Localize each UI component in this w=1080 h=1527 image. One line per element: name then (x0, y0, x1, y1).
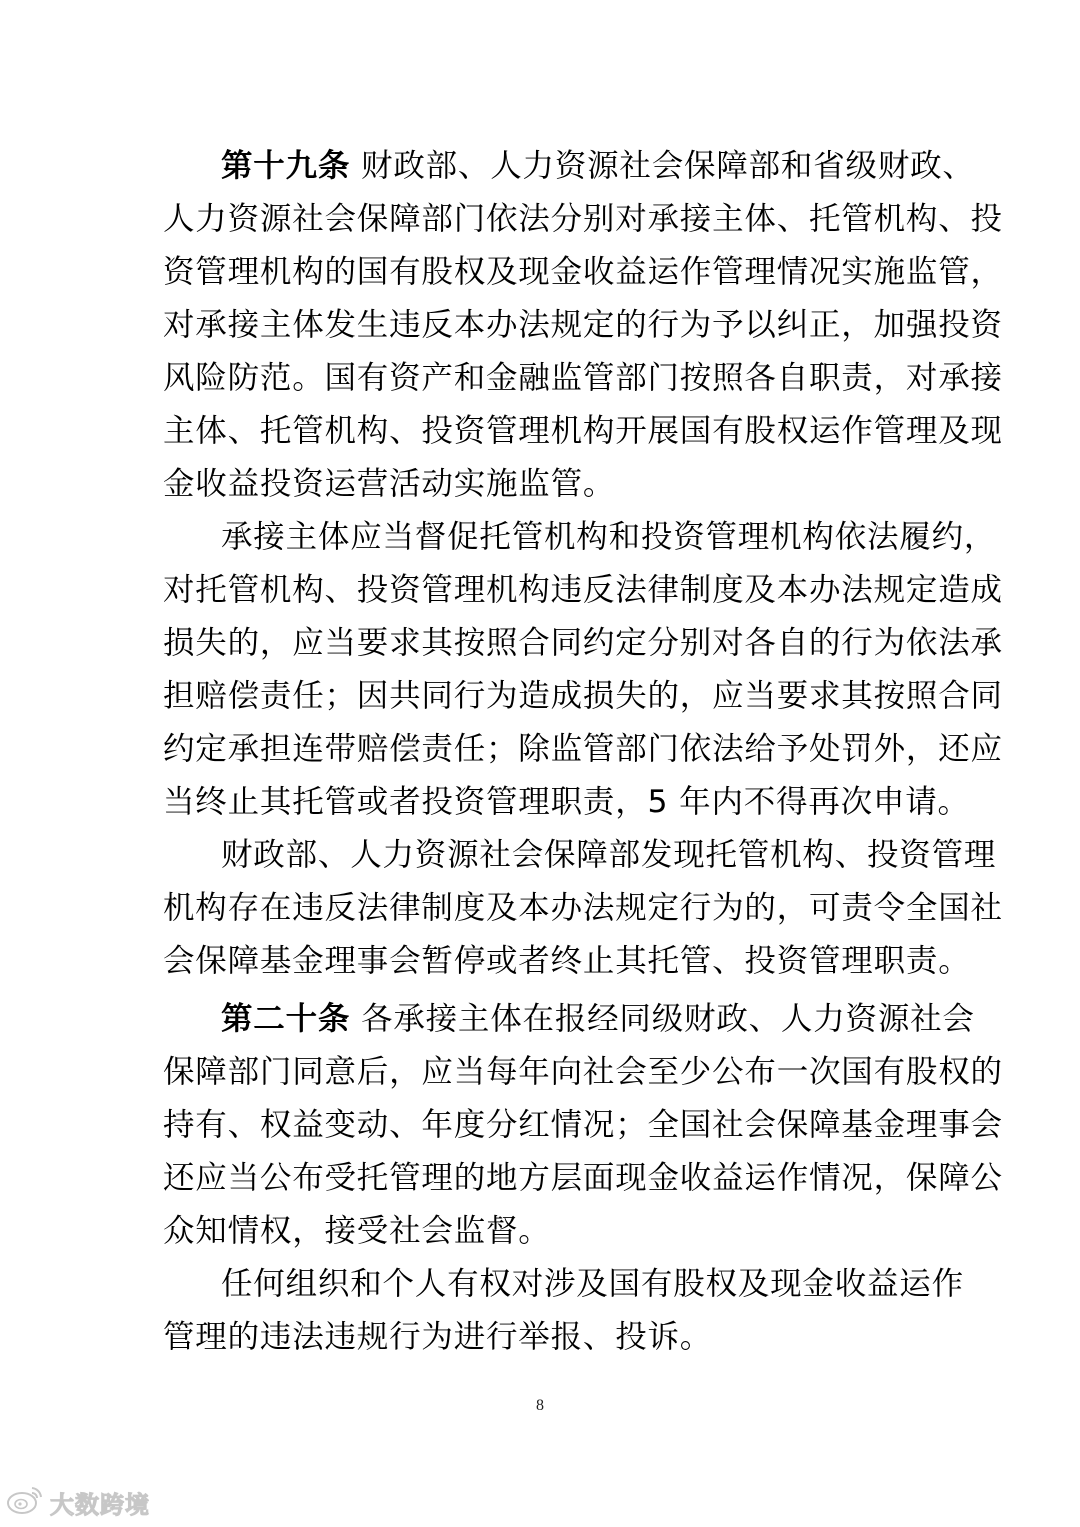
article-heading: 第十九条 (221, 148, 351, 184)
text-line: 任何组织和个人有权对涉及国有股权及现金收益运作 (221, 1266, 964, 1302)
text-line: 管理的违法违规行为进行举报、投诉。 (163, 1319, 713, 1355)
text-line (221, 139, 975, 193)
text-line: 机构存在违反法律制度及本办法规定行为的，可责令全国社 (163, 890, 1003, 926)
watermark (6, 1482, 150, 1522)
text-line: 金收益投资运营活动实施监管。 (163, 466, 616, 502)
line-text: 各承接主体在报经同级财政、人力资源社会 (350, 1001, 975, 1037)
text-line: 主体、托管机构、投资管理机构开展国有股权运作管理及现 (163, 413, 1003, 449)
page-number: 8 (536, 1397, 544, 1414)
text-line (221, 992, 975, 1046)
text-line: 众知情权，接受社会监督。 (163, 1213, 551, 1249)
text-line: 对承接主体发生违反本办法规定的行为予以纠正，加强投资 (163, 307, 1003, 343)
text-line: 风险防范。国有资产和金融监管部门按照各自职责，对承接 (163, 360, 1003, 396)
text-line: 约定承担连带赔偿责任；除监管部门依法给予处罚外，还应 (163, 731, 1003, 767)
text-line: 人力资源社会保障部门依法分别对承接主体、托管机构、投 (163, 201, 1003, 237)
text-line: 资管理机构的国有股权及现金收益运作管理情况实施监管， (163, 254, 1003, 290)
text-line: 承接主体应当督促托管机构和投资管理机构依法履约， (221, 519, 997, 555)
article-heading: 第二十条 (221, 1001, 351, 1037)
text-line: 当终止其托管或者投资管理职责，5 年内不得再次申请。 (163, 784, 970, 820)
watermark-text: 大数跨境 (50, 1490, 150, 1519)
text-line: 财政部、人力资源社会保障部发现托管机构、投资管理 (221, 837, 997, 873)
weibo-logo-icon (6, 1484, 44, 1520)
text-line: 保障部门同意后，应当每年向社会至少公布一次国有股权的 (163, 1054, 1003, 1090)
text-line: 对托管机构、投资管理机构违反法律制度及本办法规定造成 (163, 572, 1003, 608)
line-text: 财政部、人力资源社会保障部和省级财政、 (350, 148, 975, 184)
text-line: 持有、权益变动、年度分红情况；全国社会保障基金理事会 (163, 1107, 1003, 1143)
text-line: 还应当公布受托管理的地方层面现金收益运作情况，保障公 (163, 1160, 1003, 1196)
text-line: 会保障基金理事会暂停或者终止其托管、投资管理职责。 (163, 943, 971, 979)
text-line: 担赔偿责任；因共同行为造成损失的，应当要求其按照合同 (163, 678, 1003, 714)
text-line: 损失的，应当要求其按照合同约定分别对各自的行为依法承 (163, 625, 1003, 661)
